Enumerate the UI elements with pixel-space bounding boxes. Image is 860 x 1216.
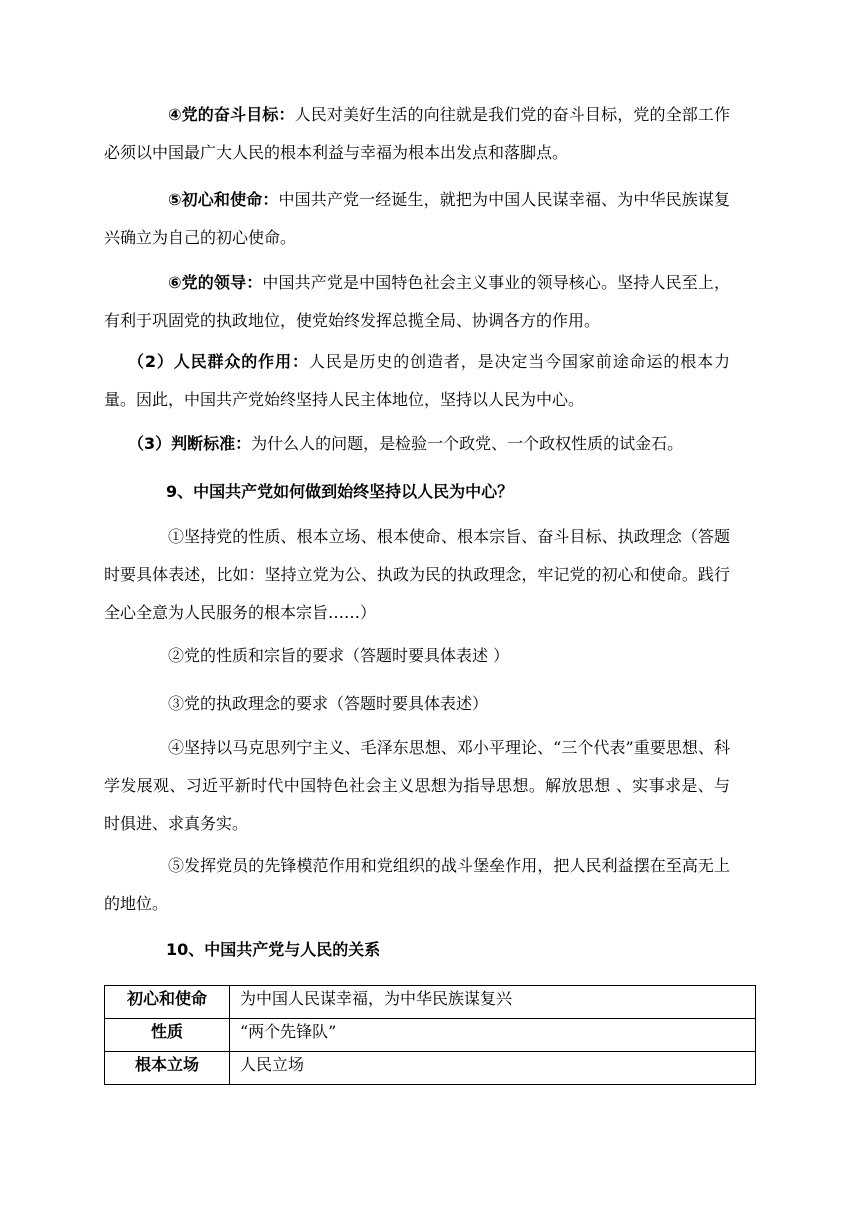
list-item: ③党的执政理念的要求（答题时要具体表述） [168,694,489,713]
table-key-cell: 根本立场 [105,1052,230,1085]
paragraph-party-goal [104,96,730,172]
relationship-table [104,985,756,1085]
paragraph-label: （2）人民群众的作用： [128,352,309,371]
table-value-cell: 为中国人民谋幸福，为中华民族谋复兴 [230,986,756,1019]
paragraph-text: 为什么人的问题，是检验一个政党、一个政权性质的试金石。 [251,434,684,453]
table-key-cell: 性质 [105,1019,230,1052]
list-item: ②党的性质和宗旨的要求（答题时要具体表述 ） [168,646,510,665]
paragraph-party-leadership [104,264,730,340]
paragraph-label: （3）判断标准： [128,434,252,453]
section-heading-9: 9、中国共产党如何做到始终坚持以人民为中心？ [166,482,514,501]
paragraph-label: ④党的奋斗目标： [168,105,295,124]
paragraph-original-mission [104,181,730,257]
table-row [105,986,756,1019]
section-heading-10: 10、中国共产党与人民的关系 [166,940,381,959]
table-value-cell: 人民立场 [230,1052,756,1085]
table-key-cell: 初心和使命 [105,986,230,1019]
list-item: ①坚持党的性质、根本立场、根本使命、根本宗旨、奋斗目标、执政理念（答题时要具体表述，比如：坚持立党为公、执政为民的执政理念，牢记党的初心和使命。践行全心全意为人民服务的根本宗旨……） [104,527,730,622]
paragraph-label: ⑥党的领导： [168,273,263,292]
paragraph-text: 中国共产党是中国特色社会主义事业的领导核心。坚持人民至上，有利于巩固党的执政地位，使党始终发挥总揽全局、协调各方的作用。 [104,273,730,330]
paragraph-text: 人民是历史的创造者，是决定当今国家前途命运的根本力量。因此，中国共产党始终坚持人民主体地位，坚持以人民为中心。 [104,352,730,409]
paragraph-text: 人民对美好生活的向往就是我们党的奋斗目标，党的全部工作必须以中国最广大人民的根本利益与幸福为根本出发点和落脚点。 [104,105,730,162]
paragraph-judgement-standard [104,425,730,463]
list-item: ④坚持以马克思列宁主义、毛泽东思想、邓小平理论、“三个代表”重要思想、科学发展观、习近平新时代中国特色社会主义思想为指导思想。解放思想 、实事求是、与时俱进、求真务实。 [104,738,730,833]
table-row [105,1052,756,1085]
list-item: ⑤发挥党员的先锋模范作用和党组织的战斗堡垒作用，把人民利益摆在至高无上的地位。 [104,856,730,913]
paragraph-people-role [104,343,730,419]
table-row [105,1019,756,1052]
paragraph-label: ⑤初心和使命： [168,190,279,209]
paragraph-text: 中国共产党一经诞生，就把为中国人民谋幸福、为中华民族谋复兴确立为自己的初心使命。 [104,190,730,247]
table-value-cell: “两个先锋队” [230,1019,756,1052]
